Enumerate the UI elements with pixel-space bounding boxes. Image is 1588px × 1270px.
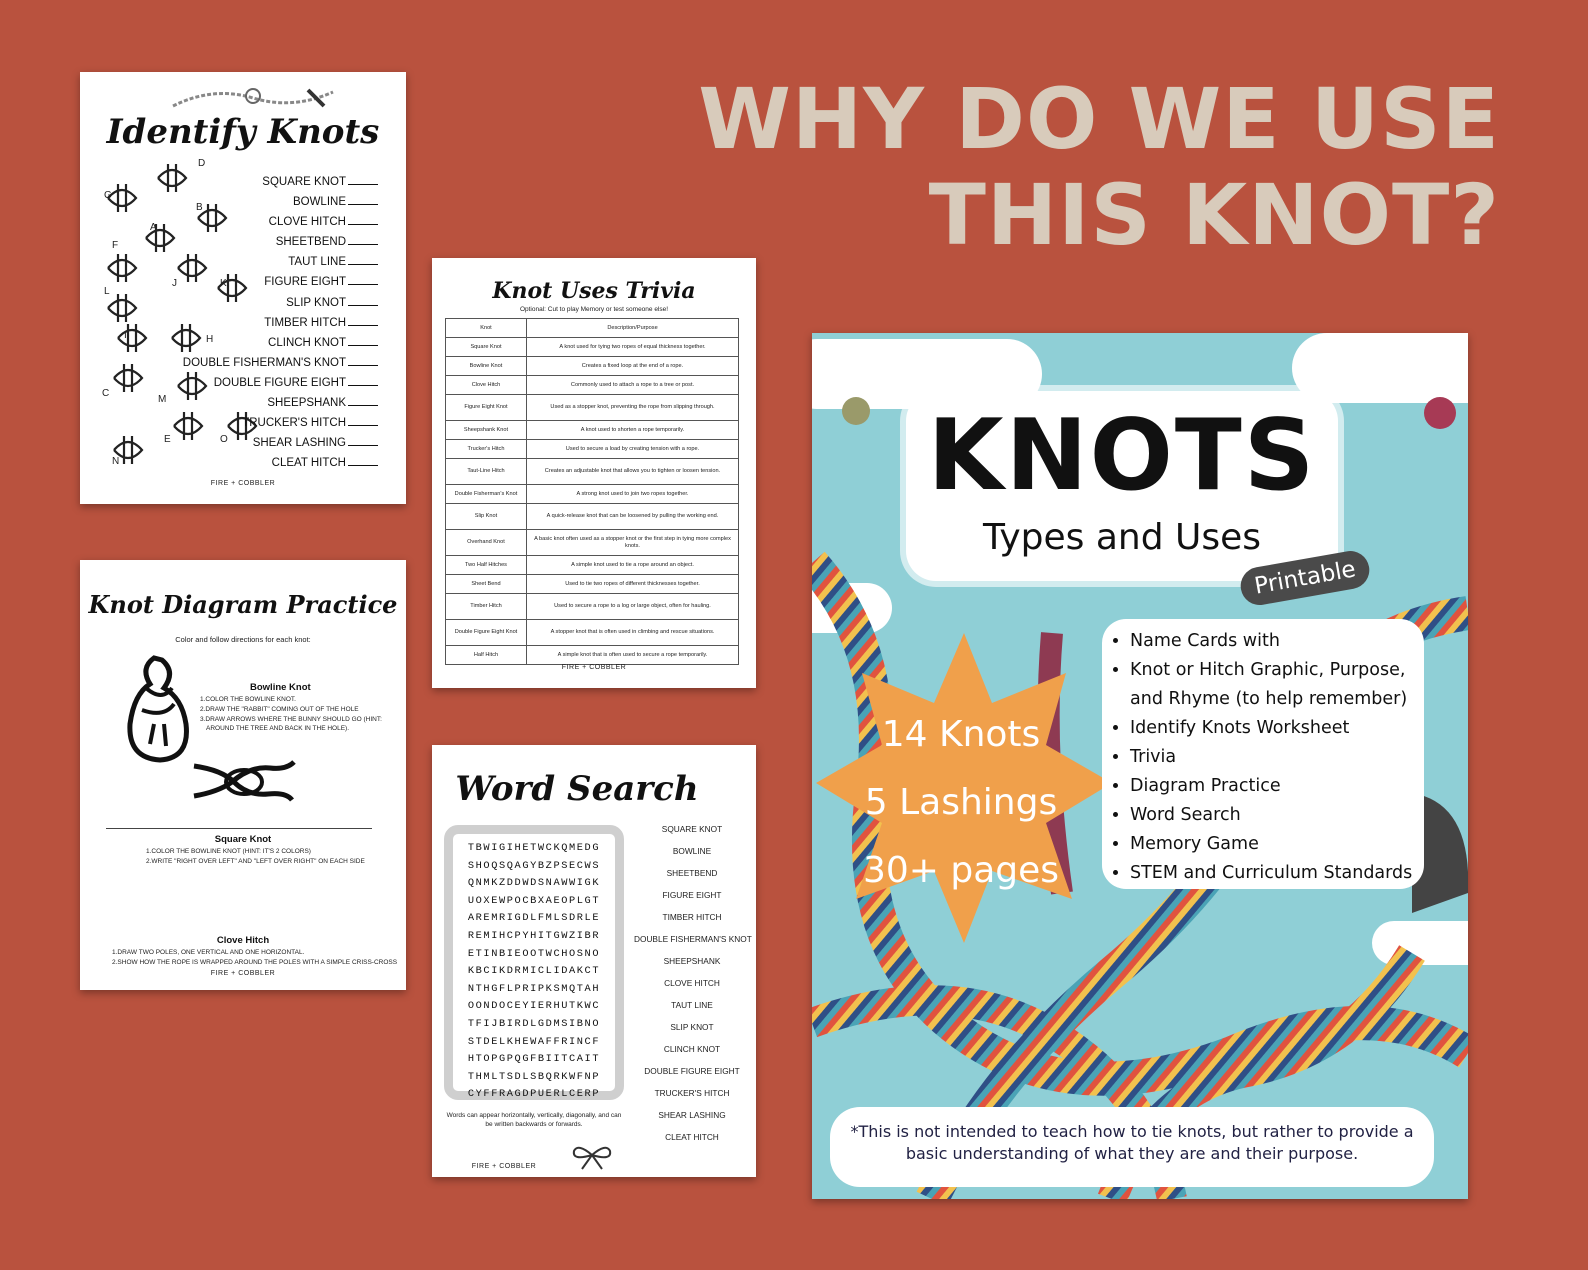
knot-letter: I xyxy=(124,330,127,341)
knot-name-item: SQUARE KNOT xyxy=(183,172,378,192)
word-list-item: SLIP KNOT xyxy=(670,1022,714,1032)
bowline-step: 1.COLOR THE BOWLINE KNOT. xyxy=(200,696,296,703)
grid-row: CYFFRAGDPUERLCERP xyxy=(467,1088,601,1101)
word-list-item: SHEAR LASHING xyxy=(658,1110,726,1120)
knot-letter: B xyxy=(196,202,203,213)
feature-item: • STEM and Curriculum Standards xyxy=(1130,859,1424,888)
feature-item: • Word Search xyxy=(1130,801,1424,830)
grid-row: TBWIGIHETWCKQMEDG xyxy=(467,842,601,854)
description-cell: Used to tie two ropes of different thicknesses together. xyxy=(527,575,739,594)
description-cell: A knot used to shorten a rope temporarily. xyxy=(527,421,739,440)
table-row xyxy=(446,485,739,504)
knot-letter: G xyxy=(104,190,112,201)
knot-cell: Slip Knot xyxy=(446,504,527,530)
knot-drawing xyxy=(108,254,136,282)
knot-letter: C xyxy=(102,388,110,399)
description-cell: A quick-release knot that can be loosened by pulling the working end. xyxy=(527,504,739,530)
description-cell: Used to secure a rope to a log or large object, often for hauling. xyxy=(527,594,739,620)
grid-row: NTHGFLPRIPKSMQTAH xyxy=(467,982,601,995)
description-cell: Used as a stopper knot, preventing the rope from slipping through. xyxy=(527,395,739,421)
word-list-item: CLINCH KNOT xyxy=(663,1044,721,1054)
knot-cell: Figure Eight Knot xyxy=(446,395,527,421)
grid-row: HTOPGPQGFBIITCAIT xyxy=(467,1053,601,1066)
stat-lashings: 5 Lashings xyxy=(864,782,1058,823)
table-row xyxy=(446,620,739,646)
knot-cell: Taut-Line Hitch xyxy=(446,459,527,485)
word-list-item: SQUARE KNOT xyxy=(661,824,723,834)
knot-letter: M xyxy=(158,394,167,405)
knot-name-item: DOUBLE FIGURE EIGHT xyxy=(183,373,378,393)
bowline-title: Bowline Knot xyxy=(250,682,311,693)
bowline-steps xyxy=(200,695,400,734)
clove-steps xyxy=(112,948,397,968)
word-list-item: CLOVE HITCH xyxy=(664,978,720,988)
knot-letter: E xyxy=(164,434,171,445)
description-cell: Creates an adjustable knot that allows you to tighten or loosen tension. xyxy=(527,459,739,485)
column-header: Knot xyxy=(446,319,527,338)
description-cell: A strong knot used to join two ropes together. xyxy=(527,485,739,504)
knot-cell: Overhand Knot xyxy=(446,530,527,556)
feature-item: • Name Cards with xyxy=(1130,627,1424,656)
knot-cell: Double Figure Eight Knot xyxy=(446,620,527,646)
knot-cell: Sheepshank Knot xyxy=(446,421,527,440)
table-row xyxy=(446,530,739,556)
clove-title: Clove Hitch xyxy=(216,935,270,946)
table-header-row xyxy=(446,319,739,338)
trivia-table xyxy=(445,318,739,665)
square-step: 2.WRITE "RIGHT OVER LEFT" AND "LEFT OVER RIGHT" ON EACH SIDE xyxy=(146,857,365,865)
knot-cell: Clove Hitch xyxy=(446,376,527,395)
knot-name-item: SHEETBEND xyxy=(183,232,378,252)
grid-row: QNMKZDDWDSNAWWIGK xyxy=(467,877,601,890)
table-row xyxy=(446,395,739,421)
knot-letter: A xyxy=(150,222,157,233)
cover-title: KNOTS xyxy=(927,399,1317,513)
clove-step: 1.DRAW TWO POLES, ONE VERTICAL AND ONE HORIZONTAL. xyxy=(112,949,305,956)
knot-cell: Half Hitch xyxy=(446,646,527,665)
knot-letter: L xyxy=(104,286,110,297)
knot-name-item: TAUT LINE xyxy=(183,252,378,272)
knot-name-list xyxy=(183,172,378,473)
knot-name-item: SLIP KNOT xyxy=(183,293,378,313)
word-list-item: TRUCKER'S HITCH xyxy=(654,1088,730,1098)
divider xyxy=(106,828,372,829)
stat-pages: 30+ pages xyxy=(862,850,1060,891)
word-list xyxy=(634,818,750,1148)
knot-letter: F xyxy=(112,240,119,251)
knot-letter: J xyxy=(172,278,177,289)
headline xyxy=(600,72,1500,264)
bowline-knot-illustration xyxy=(124,654,198,766)
clove-step: 2.SHOW HOW THE ROPE IS WRAPPED AROUND THE POLES WITH A SIMPLE CRISS-CROSS xyxy=(112,958,398,966)
description-cell: Commonly used to attach a rope to a tree or post. xyxy=(527,376,739,395)
word-list-item: CLEAT HITCH xyxy=(665,1132,719,1142)
knot-name-item: DOUBLE FISHERMAN'S KNOT xyxy=(183,353,378,373)
knot-cell: Trucker's Hitch xyxy=(446,440,527,459)
identify-title: Identify Knots xyxy=(106,112,380,152)
stat-knots: 14 Knots xyxy=(881,714,1041,755)
knot-letter: H xyxy=(206,334,214,345)
wordsearch-note: Words can appear horizontally, vertically, diagonally, and can be written backwards or forwards. xyxy=(446,1112,622,1129)
knot-cell: Two Half Hitches xyxy=(446,556,527,575)
square-steps xyxy=(146,847,365,867)
sheet-footer: FIRE + COBBLER xyxy=(561,664,627,671)
table-row xyxy=(446,646,739,665)
word-list-item: SHEETBEND xyxy=(666,868,718,878)
knot-letter: N xyxy=(112,456,120,467)
printable-badge: Printable xyxy=(1238,548,1373,608)
table-row xyxy=(446,594,739,620)
grid-row: TFIJBIRDLGDMSIBNO xyxy=(467,1017,601,1030)
knot-name-item: SHEAR LASHING xyxy=(183,433,378,453)
feature-item: • Diagram Practice xyxy=(1130,772,1424,801)
sheet-footer: FIRE + COBBLER xyxy=(471,1163,537,1170)
knot-name-item: SHEEPSHANK xyxy=(183,393,378,413)
product-cover xyxy=(812,333,1468,1199)
knot-name-item: TRUCKER'S HITCH xyxy=(183,413,378,433)
grid-row: STDELKHEWAFFRINCF xyxy=(467,1035,601,1048)
grid-row: UOXEWPOCBXAEOPLGT xyxy=(467,894,601,907)
description-cell: A simple knot that is often used to secure a rope temporarily. xyxy=(527,646,739,665)
knot-drawing xyxy=(114,364,142,392)
word-search-sheet xyxy=(432,745,756,1177)
headline-line-1: WHY DO WE USE xyxy=(698,70,1500,168)
knot-cell: Double Fisherman's Knot xyxy=(446,485,527,504)
grid-row: REMIHCPYHITGWZIBR xyxy=(467,929,601,942)
word-list-item: DOUBLE FIGURE EIGHT xyxy=(644,1066,740,1076)
square-knot-illustration xyxy=(192,756,296,806)
bowline-step: 3.DRAW ARROWS WHERE THE BUNNY SHOULD GO (HINT: xyxy=(200,715,382,723)
knot-name-item: TIMBER HITCH xyxy=(183,313,378,333)
word-list-item: TIMBER HITCH xyxy=(662,912,722,922)
table-row xyxy=(446,421,739,440)
knot-name-item: CLINCH KNOT xyxy=(183,333,378,353)
feature-item: • Knot or Hitch Graphic, Purpose, xyxy=(1130,656,1424,685)
knot-drawing xyxy=(108,184,136,212)
knot-drawing xyxy=(118,324,146,352)
table-row xyxy=(446,338,739,357)
knot-letter: O xyxy=(220,434,228,445)
description-cell: A basic knot often used as a stopper knot or the first step in tying more complex knots. xyxy=(527,530,739,556)
knot-cell: Bowline Knot xyxy=(446,357,527,376)
table-row xyxy=(446,556,739,575)
column-header: Description/Purpose xyxy=(527,319,739,338)
feature-item: and Rhyme (to help remember) xyxy=(1130,689,1408,709)
word-search-grid xyxy=(444,825,624,1100)
knot-drawing xyxy=(108,294,136,322)
diagram-instruction: Color and follow directions for each knot: xyxy=(175,635,311,644)
word-list-item: BOWLINE xyxy=(672,846,712,856)
diagram-practice-sheet xyxy=(80,560,406,990)
sheet-footer: FIRE + COBBLER xyxy=(210,480,276,487)
description-cell: A stopper knot that is often used in climbing and rescue situations. xyxy=(527,620,739,646)
feature-list xyxy=(1102,619,1424,889)
grid-row: ETINBIEOOTWCHOSNO xyxy=(467,947,601,960)
grid-row: OONDOCEYIERHUTKWC xyxy=(467,1000,601,1013)
identify-knots-sheet xyxy=(80,72,406,504)
bowline-step: 2.DRAW THE "RABBIT" COMING OUT OF THE HOLE xyxy=(200,705,359,713)
diagram-title: Knot Diagram Practice xyxy=(88,590,398,619)
knot-name-item: CLEAT HITCH xyxy=(183,453,378,473)
knot-name-item: FIGURE EIGHT xyxy=(183,272,378,292)
trivia-sheet xyxy=(432,258,756,688)
sheet-footer: FIRE + COBBLER xyxy=(210,970,276,977)
trivia-subtitle: Optional: Cut to play Memory or test someone else! xyxy=(519,306,669,313)
description-cell: Creates a fixed loop at the end of a rope. xyxy=(527,357,739,376)
grid-row: KBCIKDRMICLIDAKCT xyxy=(467,965,601,978)
disclaimer: *This is not intended to teach how to tie knots, but rather to provide a basic understanding of what they are and their purpose. xyxy=(830,1107,1434,1187)
trivia-title: Knot Uses Trivia xyxy=(492,278,696,304)
knot-cell: Timber Hitch xyxy=(446,594,527,620)
feature-item: • Trivia xyxy=(1130,743,1424,772)
wordsearch-title: Word Search xyxy=(455,769,699,809)
table-row xyxy=(446,504,739,530)
table-row xyxy=(446,575,739,594)
rope-ornament-icon xyxy=(168,80,338,116)
bowline-step: AROUND THE TREE AND BACK IN THE HOLE). xyxy=(206,725,350,733)
description-cell: A simple knot used to tie a rope around an object. xyxy=(527,556,739,575)
square-title: Square Knot xyxy=(214,834,272,845)
table-row xyxy=(446,357,739,376)
word-list-item: FIGURE EIGHT xyxy=(662,890,722,900)
table-row xyxy=(446,459,739,485)
table-row xyxy=(446,376,739,395)
cover-title-box xyxy=(906,391,1338,581)
knot-cell: Square Knot xyxy=(446,338,527,357)
feature-item: • Memory Game xyxy=(1130,830,1424,859)
word-list-item: TAUT LINE xyxy=(671,1000,713,1010)
knot-name-item: CLOVE HITCH xyxy=(183,212,378,232)
headline-line-2: THIS KNOT? xyxy=(928,165,1500,264)
knot-letter: K xyxy=(220,278,227,289)
description-cell: Used to secure a load by creating tension with a rope. xyxy=(527,440,739,459)
grid-row: SHOQSQAGYBZPSECWS xyxy=(467,859,601,872)
description-cell: A knot used for tying two ropes of equal thickness together. xyxy=(527,338,739,357)
knot-letter: D xyxy=(198,158,206,169)
grid-row: AREMRIGDLFMLSDRLE xyxy=(467,912,601,925)
knot-name-item: BOWLINE xyxy=(183,192,378,212)
grid-row: THMLTSDLSBQRKWFNP xyxy=(467,1070,601,1083)
feature-item: • Identify Knots Worksheet xyxy=(1130,714,1424,743)
table-row xyxy=(446,440,739,459)
cover-subtitle: Types and Uses xyxy=(982,517,1262,558)
square-step: 1.COLOR THE BOWLINE KNOT (HINT: IT'S 2 COLORS) xyxy=(146,848,311,855)
knot-cell: Sheet Bend xyxy=(446,575,527,594)
word-list-item: DOUBLE FISHERMAN'S KNOT xyxy=(634,934,752,944)
word-list-item: SHEEPSHANK xyxy=(663,956,721,966)
